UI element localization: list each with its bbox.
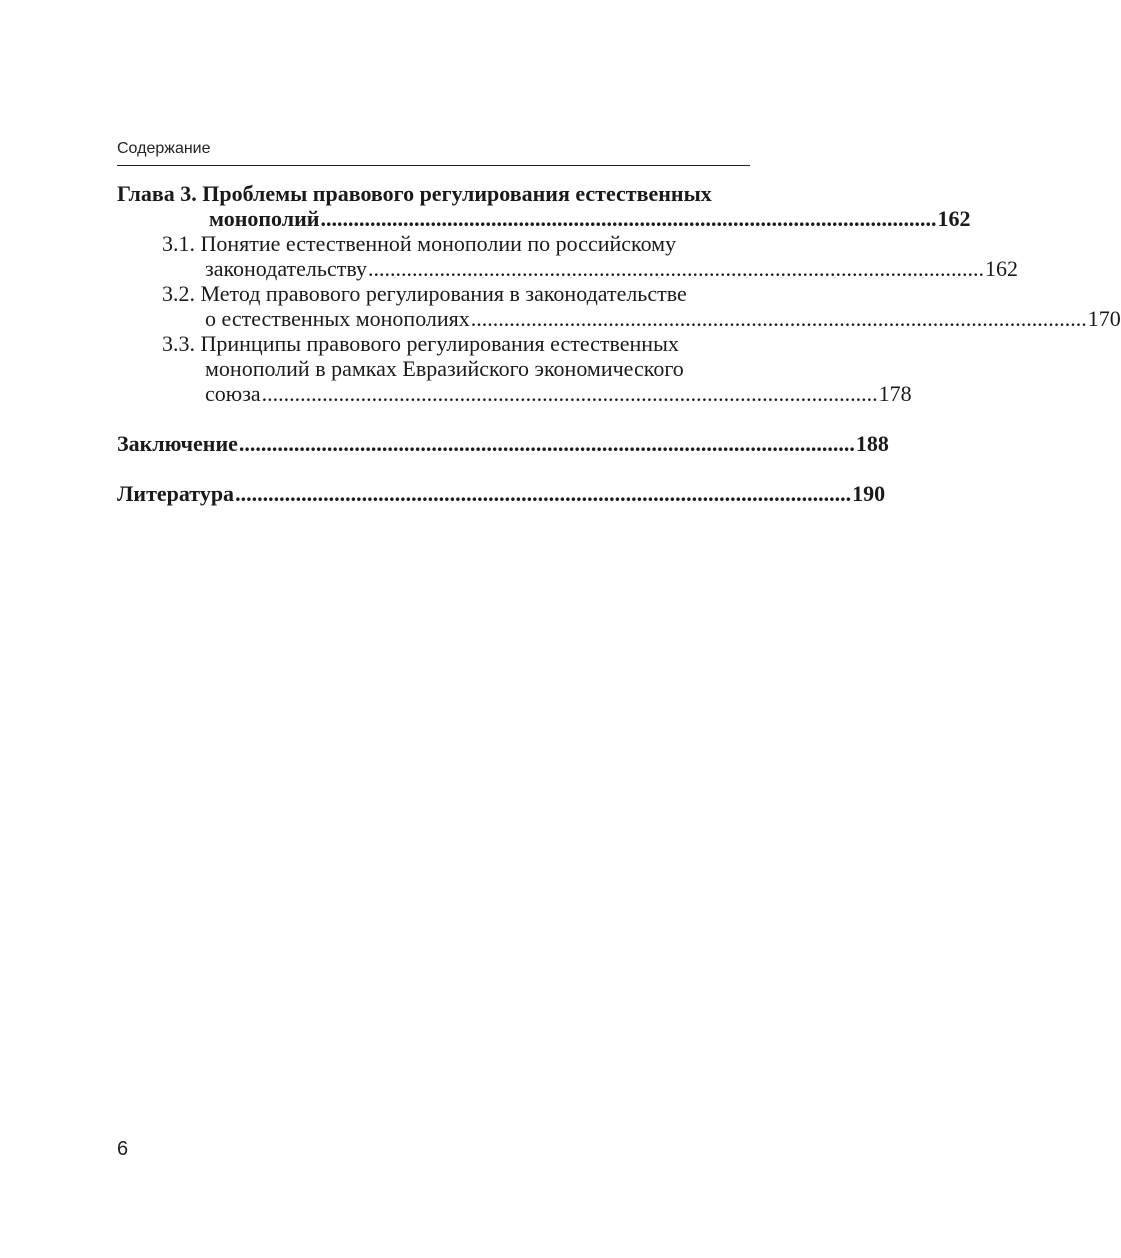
toc-section-3-1-entry[interactable] bbox=[117, 256, 1018, 281]
toc-literature-entry[interactable] bbox=[117, 481, 886, 506]
spacer bbox=[117, 406, 750, 431]
toc-conclusion-page: 188 bbox=[855, 431, 889, 456]
leader-dots: ................................................................................................................ bbox=[470, 306, 1087, 331]
toc-section-3-3-line1: 3.3. Принципы правового регулирования естественных bbox=[162, 331, 679, 356]
toc-chapter3-title-line2: монополий bbox=[209, 206, 320, 231]
toc-section-3-3-line2: монополий в рамках Евразийского экономического bbox=[205, 356, 684, 381]
page-number: 6 bbox=[117, 1138, 129, 1160]
leader-dots: ................................................................................................................ bbox=[367, 256, 984, 281]
leader-dots: ................................................................................................................ bbox=[261, 381, 878, 406]
toc-section-3-3-entry[interactable] bbox=[117, 381, 912, 406]
running-head: Содержание bbox=[117, 140, 211, 157]
table-of-contents bbox=[117, 181, 1121, 506]
toc-section-3-1-line1: 3.1. Понятие естественной монополии по российскому bbox=[162, 231, 677, 256]
leader-dots: ................................................................................................................ bbox=[235, 481, 852, 506]
toc-section-3-1-page: 162 bbox=[984, 256, 1018, 281]
header-rule bbox=[117, 165, 750, 166]
toc-section-3-3-page: 178 bbox=[878, 381, 912, 406]
spacer bbox=[117, 456, 750, 481]
toc-literature-title: Литература bbox=[117, 481, 235, 506]
toc-chapter3-page: 162 bbox=[937, 206, 971, 231]
toc-section-3-2-line1: 3.2. Метод правового регулирования в законодательстве bbox=[162, 281, 687, 306]
toc-section-3-1-line2: законодательству bbox=[205, 256, 367, 281]
toc-literature-page: 190 bbox=[852, 481, 886, 506]
toc-chapter3-title-line1: Глава 3. Проблемы правового регулирования естественных bbox=[117, 181, 712, 206]
toc-conclusion-entry[interactable] bbox=[117, 431, 889, 456]
toc-conclusion-title: Заключение bbox=[117, 431, 238, 456]
toc-section-3-2-page: 170 bbox=[1087, 306, 1121, 331]
toc-section-3-2-line2: о естественных монополиях bbox=[205, 306, 470, 331]
toc-chapter3-entry[interactable] bbox=[117, 206, 971, 231]
leader-dots: ................................................................................................................ bbox=[238, 431, 855, 456]
toc-section-3-3-line3: союза bbox=[205, 381, 261, 406]
toc-section-3-2-entry[interactable] bbox=[117, 306, 1121, 331]
leader-dots: ................................................................................................................ bbox=[320, 206, 937, 231]
